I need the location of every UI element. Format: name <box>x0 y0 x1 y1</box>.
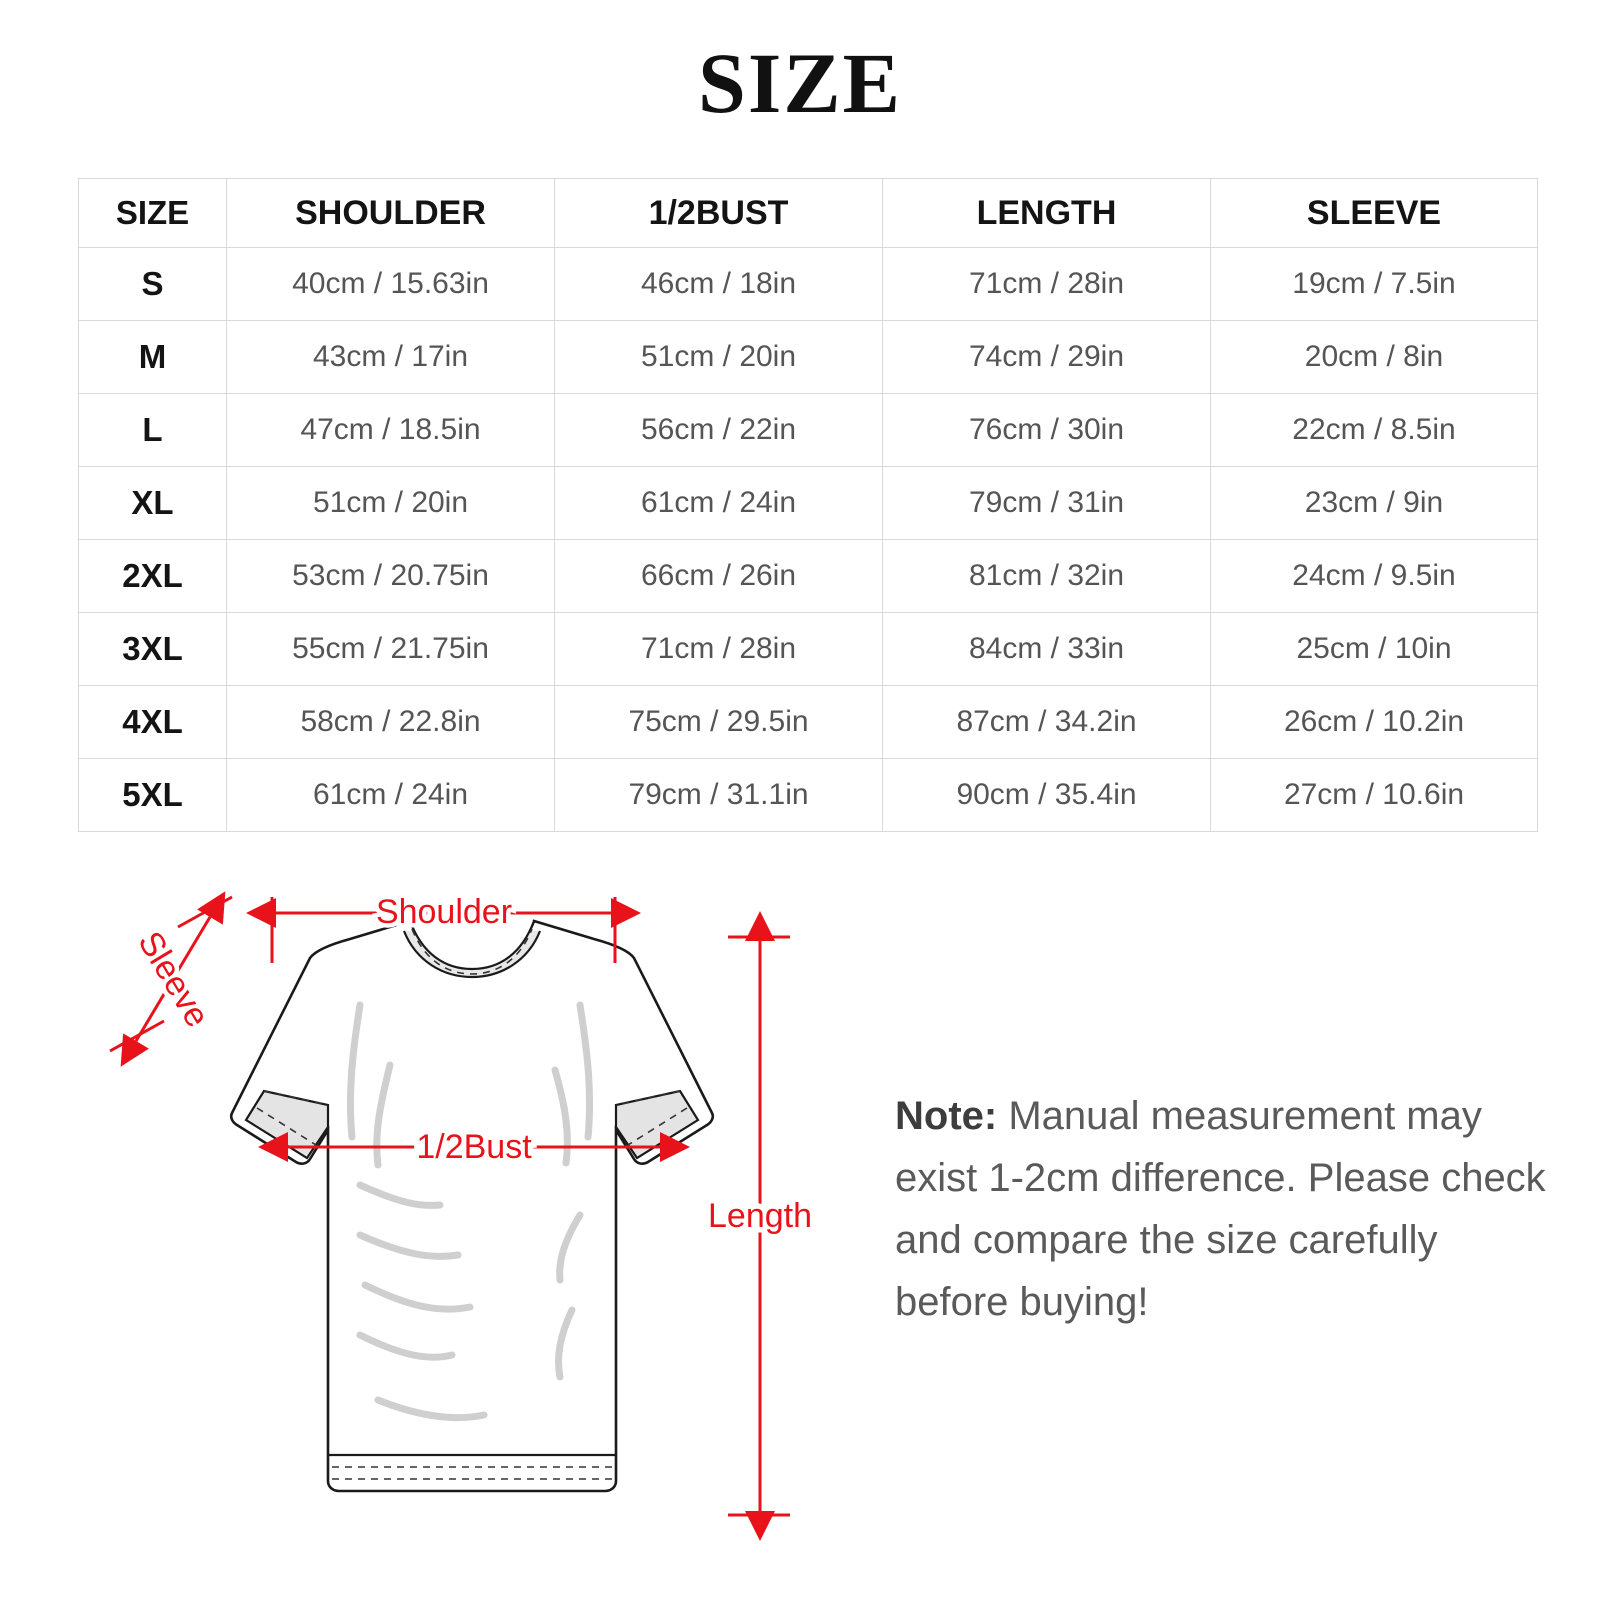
shoulder-label: Shoulder <box>375 893 513 931</box>
column-header-size: SIZE <box>79 179 227 248</box>
cell-sleeve: 26cm / 10.2in <box>1211 686 1538 759</box>
sleeve-label: Sleeve <box>130 924 217 1034</box>
table-row <box>79 759 1538 832</box>
cell-bust: 61cm / 24in <box>555 467 883 540</box>
cell-bust: 51cm / 20in <box>555 321 883 394</box>
cell-sleeve: 23cm / 9in <box>1211 467 1538 540</box>
cell-bust: 66cm / 26in <box>555 540 883 613</box>
table-row <box>79 394 1538 467</box>
column-header-shoulder: SHOULDER <box>227 179 555 248</box>
cell-length: 71cm / 28in <box>883 248 1211 321</box>
cell-length: 76cm / 30in <box>883 394 1211 467</box>
cell-shoulder: 55cm / 21.75in <box>227 613 555 686</box>
cell-sleeve: 25cm / 10in <box>1211 613 1538 686</box>
cell-shoulder: 53cm / 20.75in <box>227 540 555 613</box>
cell-size: L <box>79 394 227 467</box>
table-row <box>79 321 1538 394</box>
cell-bust: 46cm / 18in <box>555 248 883 321</box>
cell-shoulder: 40cm / 15.63in <box>227 248 555 321</box>
cell-sleeve: 27cm / 10.6in <box>1211 759 1538 832</box>
cell-shoulder: 58cm / 22.8in <box>227 686 555 759</box>
table-header-row <box>79 179 1538 248</box>
cell-sleeve: 24cm / 9.5in <box>1211 540 1538 613</box>
table-row <box>79 467 1538 540</box>
cell-length: 84cm / 33in <box>883 613 1211 686</box>
bust-label: 1/2Bust <box>416 1128 532 1166</box>
cell-shoulder: 51cm / 20in <box>227 467 555 540</box>
cell-size: XL <box>79 467 227 540</box>
cell-length: 87cm / 34.2in <box>883 686 1211 759</box>
cell-sleeve: 22cm / 8.5in <box>1211 394 1538 467</box>
cell-size: M <box>79 321 227 394</box>
cell-bust: 79cm / 31.1in <box>555 759 883 832</box>
column-header-sleeve: SLEEVE <box>1211 179 1538 248</box>
tshirt-measurement-diagram <box>60 855 860 1555</box>
note-label: Note: <box>895 1094 998 1138</box>
cell-size: 2XL <box>79 540 227 613</box>
cell-shoulder: 43cm / 17in <box>227 321 555 394</box>
cell-size: 3XL <box>79 613 227 686</box>
measurement-note <box>895 1085 1555 1333</box>
cell-length: 81cm / 32in <box>883 540 1211 613</box>
table-row <box>79 540 1538 613</box>
table-row <box>79 248 1538 321</box>
size-chart-table <box>78 178 1538 832</box>
cell-bust: 71cm / 28in <box>555 613 883 686</box>
cell-size: 5XL <box>79 759 227 832</box>
tshirt-illustration <box>231 921 713 1491</box>
cell-shoulder: 47cm / 18.5in <box>227 394 555 467</box>
cell-length: 90cm / 35.4in <box>883 759 1211 832</box>
cell-size: S <box>79 248 227 321</box>
cell-sleeve: 20cm / 8in <box>1211 321 1538 394</box>
column-header-bust: 1/2BUST <box>555 179 883 248</box>
cell-length: 74cm / 29in <box>883 321 1211 394</box>
cell-bust: 75cm / 29.5in <box>555 686 883 759</box>
cell-bust: 56cm / 22in <box>555 394 883 467</box>
cell-shoulder: 61cm / 24in <box>227 759 555 832</box>
table-row <box>79 613 1538 686</box>
column-header-length: LENGTH <box>883 179 1211 248</box>
page-title: SIZE <box>697 35 903 131</box>
note-text: Manual measurement may exist 1-2cm difference. Please check and compare the size carefully before buying! <box>895 1094 1546 1324</box>
cell-length: 79cm / 31in <box>883 467 1211 540</box>
length-label: Length <box>708 1197 812 1235</box>
table-row <box>79 686 1538 759</box>
cell-size: 4XL <box>79 686 227 759</box>
cell-sleeve: 19cm / 7.5in <box>1211 248 1538 321</box>
